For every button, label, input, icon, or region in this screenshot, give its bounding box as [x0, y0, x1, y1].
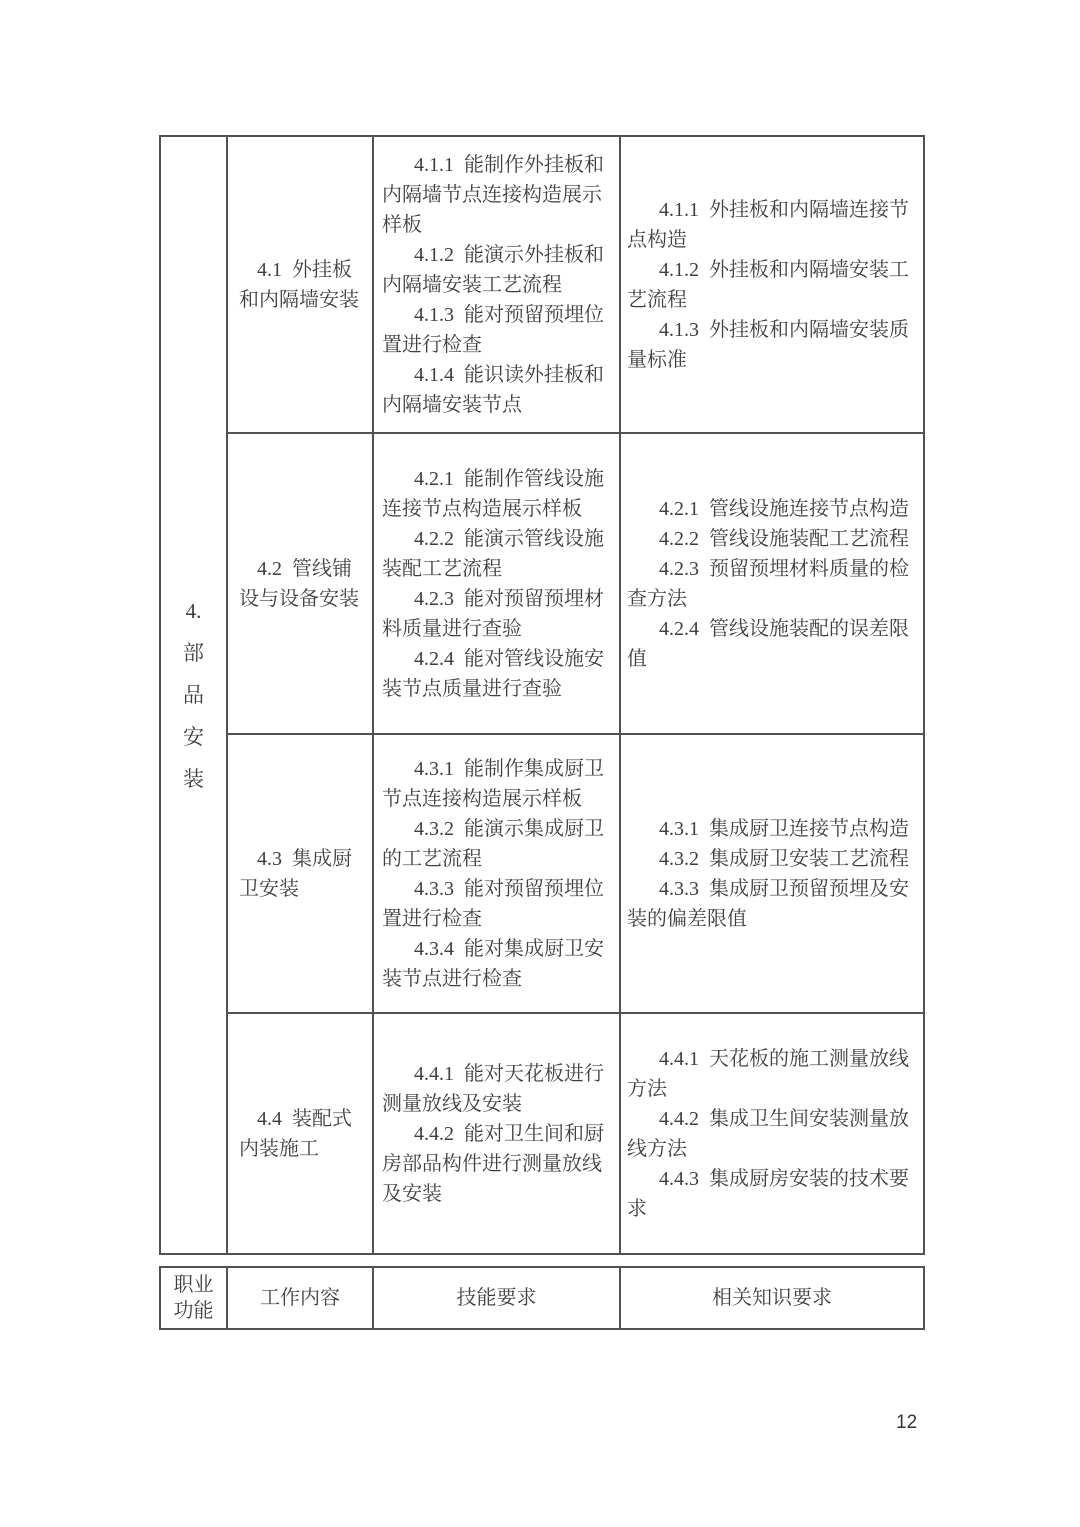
skill-item: 4.3.4 能对集成厨卫安装节点进行检查: [382, 937, 604, 990]
skill-requirements-cell: [373, 1013, 620, 1254]
function-line: 装: [183, 767, 204, 791]
knowledge-item: 4.3.3 集成厨卫预留预埋及安装的偏差限值: [627, 877, 909, 930]
skill-requirements-cell: [373, 734, 620, 1013]
skill-item: 4.3.3 能对预留预埋位置进行检查: [382, 877, 604, 930]
skill-requirements-cell: [373, 433, 620, 734]
work-content-cell: [227, 433, 373, 734]
table-row: [160, 1013, 924, 1254]
work-content-cell: [227, 1013, 373, 1254]
occupation-skill-table: [159, 135, 925, 1255]
work-content: 4.3 集成厨卫安装: [239, 847, 352, 900]
skill-item: 4.2.3 能对预留预埋材料质量进行查验: [382, 587, 604, 640]
skill-item: 4.3.2 能演示集成厨卫的工艺流程: [382, 817, 604, 870]
knowledge-item: 4.3.1 集成厨卫连接节点构造: [659, 817, 909, 840]
knowledge-requirements-cell: [620, 1013, 924, 1254]
knowledge-requirements-cell: [620, 734, 924, 1013]
work-content-cell: [227, 136, 373, 433]
continued-table-header: [159, 1266, 925, 1330]
skill-requirements-cell: [373, 136, 620, 433]
work-content-cell: [227, 734, 373, 1013]
header-cell-function: 职业功能: [160, 1267, 227, 1329]
function-column-cell: [160, 136, 227, 1254]
knowledge-item: 4.2.3 预留预埋材料质量的检查方法: [627, 557, 909, 610]
table-row: [160, 433, 924, 734]
skill-item: 4.4.1 能对天花板进行测量放线及安装: [382, 1062, 604, 1115]
header-cell-skill: 技能要求: [373, 1267, 620, 1329]
function-line: 4.: [185, 599, 202, 623]
skill-item: 4.2.1 能制作管线设施连接节点构造展示样板: [382, 467, 604, 520]
knowledge-item: 4.3.2 集成厨卫安装工艺流程: [659, 847, 909, 870]
table-row: [160, 734, 924, 1013]
skill-item: 4.1.2 能演示外挂板和内隔墙安装工艺流程: [382, 243, 604, 296]
work-content: 4.1 外挂板和内隔墙安装: [239, 258, 359, 311]
skill-item: 4.1.3 能对预留预埋位置进行检查: [382, 303, 604, 356]
knowledge-item: 4.2.2 管线设施装配工艺流程: [659, 527, 909, 550]
knowledge-item: 4.4.1 天花板的施工测量放线方法: [627, 1047, 909, 1100]
knowledge-item: 4.1.3 外挂板和内隔墙安装质量标准: [627, 318, 909, 371]
knowledge-item: 4.1.2 外挂板和内隔墙安装工艺流程: [627, 258, 909, 311]
skill-item: 4.4.2 能对卫生间和厨房部品构件进行测量放线及安装: [382, 1122, 604, 1205]
function-line: 品: [183, 683, 204, 707]
knowledge-item: 4.2.1 管线设施连接节点构造: [659, 497, 909, 520]
knowledge-item: 4.4.3 集成厨房安装的技术要求: [627, 1167, 909, 1220]
work-content: 4.2 管线铺设与设备安装: [239, 557, 359, 610]
header-cell-work: 工作内容: [227, 1267, 373, 1329]
knowledge-item: 4.4.2 集成卫生间安装测量放线方法: [627, 1107, 909, 1160]
function-line: 安: [183, 725, 204, 749]
page-number: 12: [896, 1412, 918, 1433]
skill-item: 4.2.2 能演示管线设施装配工艺流程: [382, 527, 604, 580]
knowledge-requirements-cell: [620, 136, 924, 433]
skill-item: 4.3.1 能制作集成厨卫节点连接构造展示样板: [382, 757, 604, 810]
knowledge-item: 4.1.1 外挂板和内隔墙连接节点构造: [627, 198, 909, 251]
header-row: [160, 1267, 924, 1329]
knowledge-item: 4.2.4 管线设施装配的误差限值: [627, 617, 909, 670]
function-line: 部: [183, 641, 204, 665]
skill-item: 4.2.4 能对管线设施安装节点质量进行查验: [382, 647, 604, 700]
knowledge-requirements-cell: [620, 433, 924, 734]
work-content: 4.4 装配式内装施工: [239, 1107, 352, 1160]
skill-item: 4.1.1 能制作外挂板和内隔墙节点连接构造展示样板: [382, 153, 604, 236]
header-cell-knowledge: 相关知识要求: [620, 1267, 924, 1329]
table-row: [160, 136, 924, 433]
skill-item: 4.1.4 能识读外挂板和内隔墙安装节点: [382, 363, 604, 416]
